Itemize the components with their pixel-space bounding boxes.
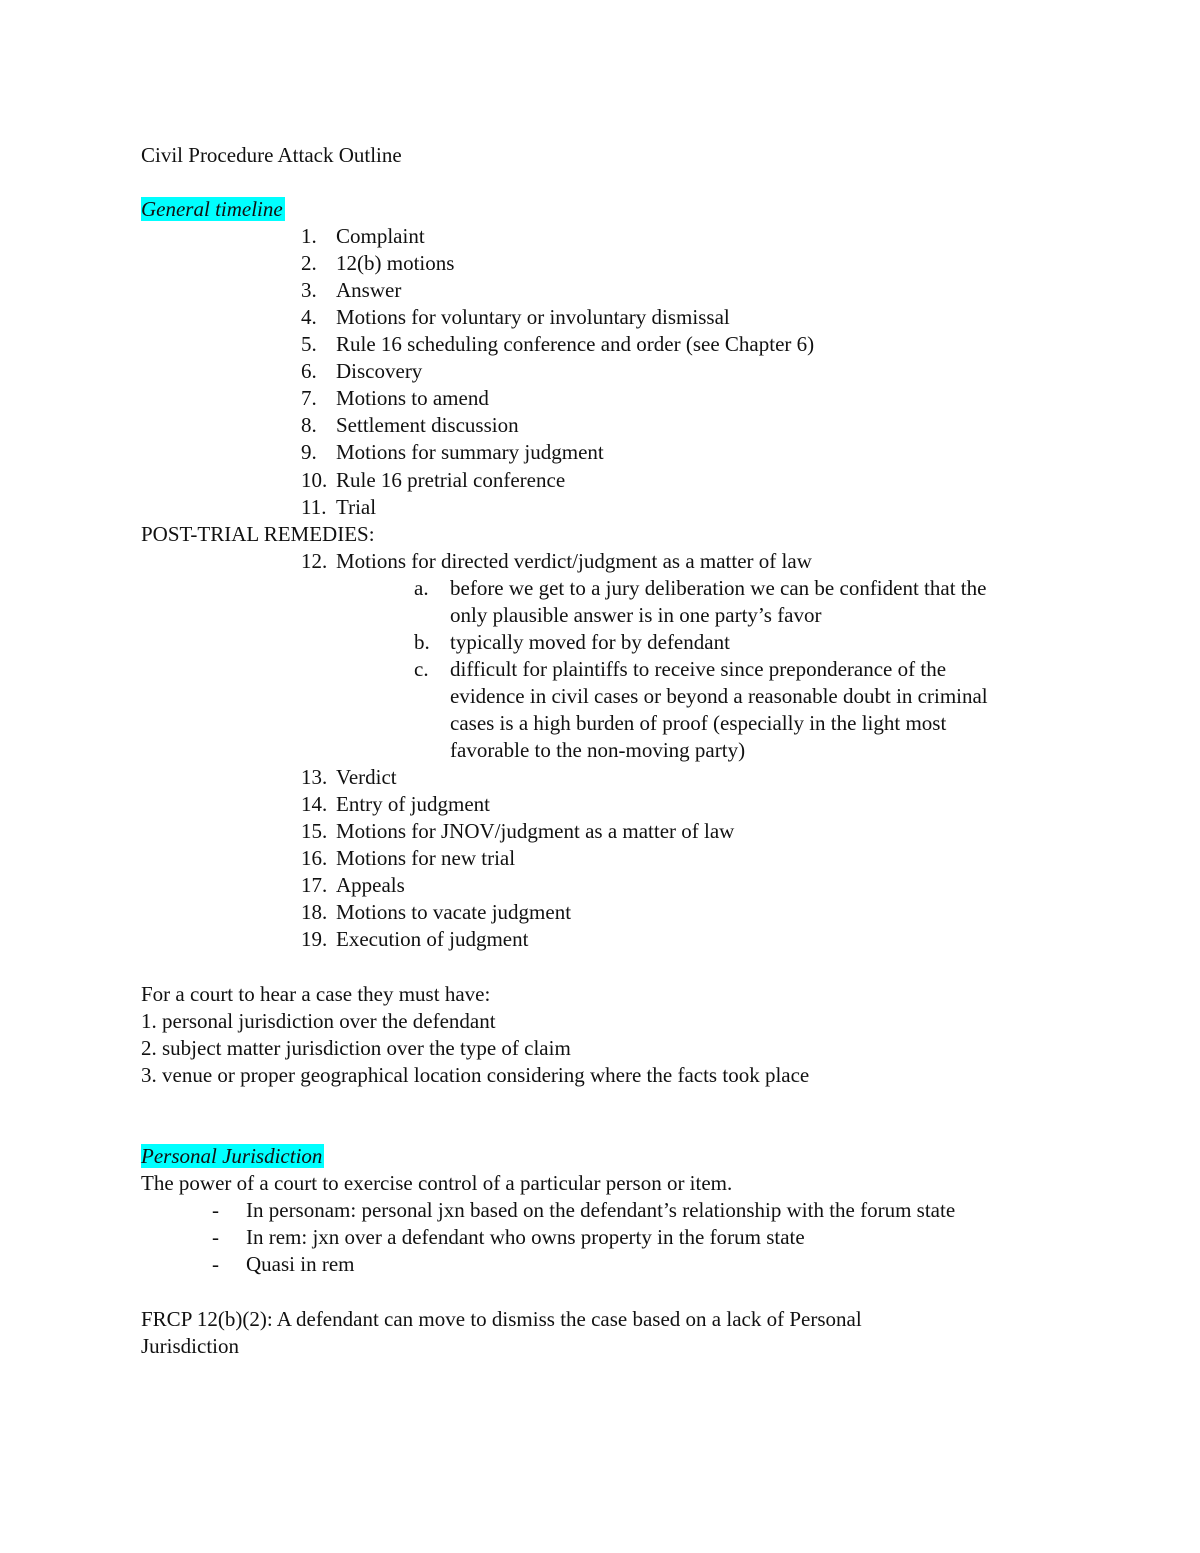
sub-list-letter: a. xyxy=(414,576,429,600)
list-number: 7. xyxy=(301,386,317,410)
list-number: 12. xyxy=(301,549,328,573)
sub-list-line: cases is a high burden of proof (especially in the light most xyxy=(450,711,947,735)
list-item: Settlement discussion xyxy=(336,413,519,437)
list-number: 15. xyxy=(301,819,328,843)
list-number: 16. xyxy=(301,846,328,870)
list-item: Motions for new trial xyxy=(336,846,516,870)
list-item: Motions for summary judgment xyxy=(336,440,604,464)
list-item: 12(b) motions xyxy=(336,251,455,275)
list-number: 19. xyxy=(301,927,328,951)
frcp-paragraph-line: Jurisdiction xyxy=(141,1334,239,1358)
list-number: 6. xyxy=(301,359,317,383)
list-item: Answer xyxy=(336,278,402,302)
requirements-intro: For a court to hear a case they must have: xyxy=(141,982,491,1006)
section-heading-general-timeline xyxy=(141,196,285,223)
list-item: Trial xyxy=(336,495,377,519)
requirement-item: 2. subject matter jurisdiction over the type of claim xyxy=(141,1036,571,1060)
list-item: Discovery xyxy=(336,359,423,383)
list-item: Motions for JNOV/judgment as a matter of law xyxy=(336,819,735,843)
list-item: Motions for voluntary or involuntary dismissal xyxy=(336,305,730,329)
sub-list-letter: b. xyxy=(414,630,430,654)
sub-list-line: evidence in civil cases or beyond a reasonable doubt in criminal xyxy=(450,684,988,708)
list-item: Rule 16 scheduling conference and order (see Chapter 6) xyxy=(336,332,815,356)
list-item: Verdict xyxy=(336,765,397,789)
list-number: 11. xyxy=(301,495,327,519)
list-item: Rule 16 pretrial conference xyxy=(336,468,566,492)
list-number: 13. xyxy=(301,765,328,789)
sub-list-line: favorable to the non-moving party) xyxy=(450,738,746,762)
list-item: Complaint xyxy=(336,224,425,248)
list-number: 1. xyxy=(301,224,317,248)
list-number: 18. xyxy=(301,900,328,924)
list-item: Entry of judgment xyxy=(336,792,490,816)
list-number: 14. xyxy=(301,792,328,816)
requirement-item: 3. venue or proper geographical location considering where the facts took place xyxy=(141,1063,810,1087)
section-heading-personal-jurisdiction xyxy=(141,1143,324,1170)
list-number: 3. xyxy=(301,278,317,302)
list-number: 8. xyxy=(301,413,317,437)
sub-list-line: only plausible answer is in one party’s favor xyxy=(450,603,822,627)
list-item: Motions to vacate judgment xyxy=(336,900,572,924)
sub-list-line: difficult for plaintiffs to receive since preponderance of the xyxy=(450,657,947,681)
frcp-paragraph-line: FRCP 12(b)(2): A defendant can move to dismiss the case based on a lack of Personal xyxy=(141,1307,862,1331)
sub-list-line: typically moved for by defendant xyxy=(450,630,730,654)
list-number: 2. xyxy=(301,251,317,275)
sub-list-letter: c. xyxy=(414,657,429,681)
list-number: 10. xyxy=(301,468,328,492)
post-trial-label: POST-TRIAL REMEDIES: xyxy=(141,522,375,546)
bullet-dash: - xyxy=(212,1225,219,1249)
pj-definition: The power of a court to exercise control of a particular person or item. xyxy=(141,1171,733,1195)
list-number: 5. xyxy=(301,332,317,356)
sub-list-line: before we get to a jury deliberation we can be confident that the xyxy=(450,576,987,600)
requirement-item: 1. personal jurisdiction over the defendant xyxy=(141,1009,496,1033)
list-item: Execution of judgment xyxy=(336,927,529,951)
highlighted-heading: General timeline xyxy=(141,197,283,221)
bullet-dash: - xyxy=(212,1252,219,1276)
list-item: Motions for directed verdict/judgment as a matter of law xyxy=(336,549,812,573)
bullet-item: In personam: personal jxn based on the defendant’s relationship with the forum state xyxy=(246,1198,956,1222)
list-number: 9. xyxy=(301,440,317,464)
list-number: 4. xyxy=(301,305,317,329)
list-number: 17. xyxy=(301,873,328,897)
document-title: Civil Procedure Attack Outline xyxy=(141,143,402,167)
highlighted-heading: Personal Jurisdiction xyxy=(141,1144,323,1168)
bullet-item: In rem: jxn over a defendant who owns property in the forum state xyxy=(246,1225,805,1249)
bullet-dash: - xyxy=(212,1198,219,1222)
list-item: Appeals xyxy=(336,873,405,897)
bullet-item: Quasi in rem xyxy=(246,1252,355,1276)
list-item: Motions to amend xyxy=(336,386,489,410)
